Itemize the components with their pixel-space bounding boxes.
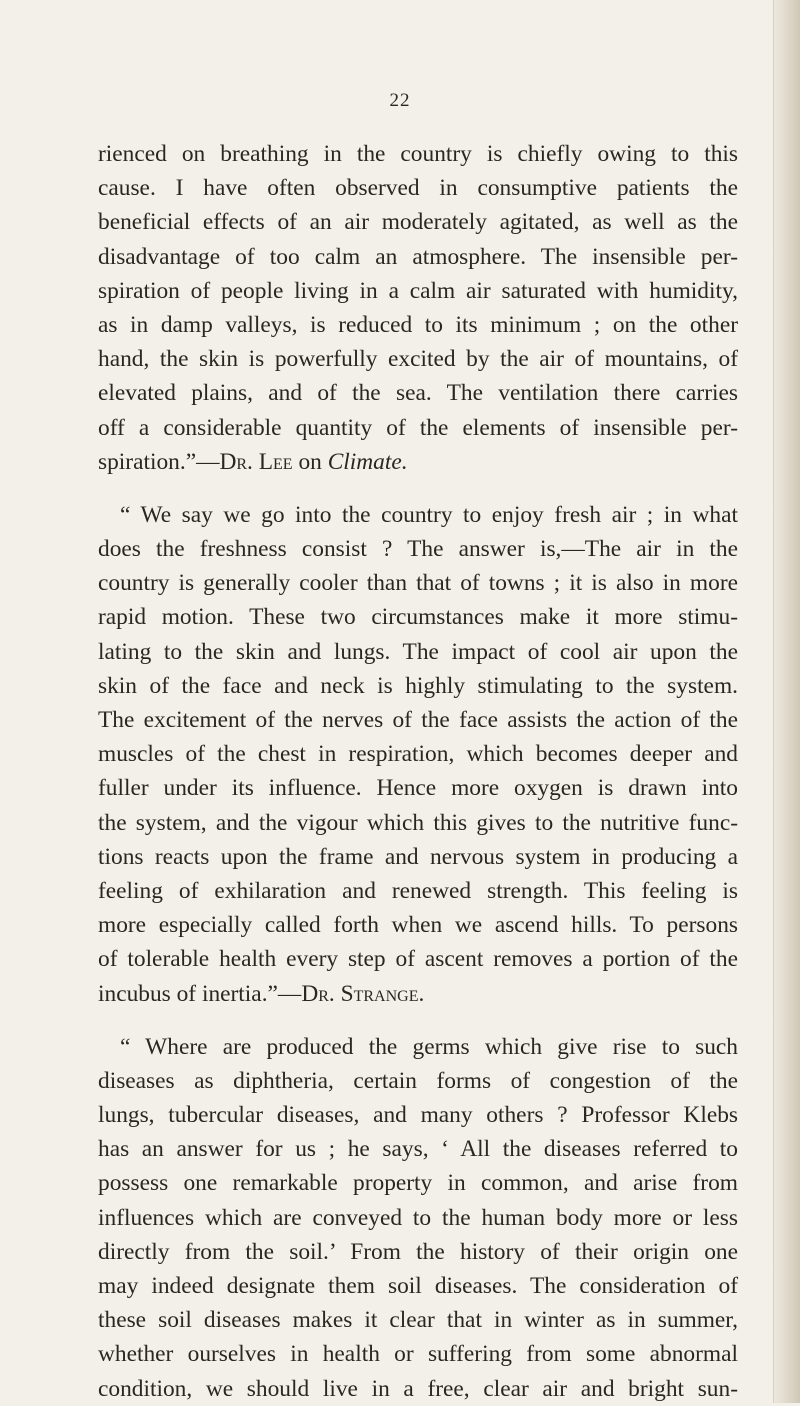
text-line: rapid motion. These two circumstances make it more stimu-	[98, 604, 738, 631]
text-line: disadvantage of too calm an atmosphere. The insensible per-	[98, 243, 738, 270]
paragraph-3-body	[98, 1064, 738, 1406]
page-number: 22	[389, 90, 411, 111]
paragraph-2-body	[98, 532, 738, 1011]
text-body	[98, 137, 738, 1406]
text-line: “ Where are produced the germs which give rise to such	[120, 1033, 738, 1060]
author-connector: on	[292, 448, 328, 475]
quote-ending: spiration.”—	[98, 448, 220, 475]
text-line: The excitement of the nerves of the face assists the action of the	[98, 707, 738, 733]
text-line: condition, we should live in a free, clear air and bright sun-	[98, 1375, 738, 1402]
text-line: “ We say we go into the country to enjoy fresh air ; in what	[120, 501, 738, 528]
page-edge	[773, 0, 800, 1403]
text-line: fuller under its influence. Hence more oxygen is drawn into	[98, 775, 738, 802]
text-line: lating to the skin and lungs. The impact of cool air upon the	[98, 638, 738, 665]
text-line: has an answer for us ; he says, ‘ All the diseases referred to	[98, 1136, 738, 1163]
text-line: influences which are conveyed to the human body more or less	[98, 1204, 738, 1231]
work-title: Climate.	[327, 448, 408, 475]
author-name: Dr. Lee	[219, 448, 293, 475]
text-line: spiration of people living in a calm air saturated with humidity,	[98, 277, 738, 304]
text-line: lungs, tubercular diseases, and many others ? Professor Klebs	[98, 1102, 738, 1129]
text-line: feeling of exhilaration and renewed strength. This feeling is	[98, 877, 738, 904]
text-line: off a considerable quantity of the elements of insensible per-	[98, 414, 738, 441]
paragraph-3	[98, 1030, 738, 1064]
text-line: country is generally cooler than that of towns ; it is also in more	[98, 570, 738, 597]
text-line-attribution	[98, 445, 738, 479]
text-line: of tolerable health every step of ascent removes a portion of the	[98, 946, 738, 973]
text-line: elevated plains, and of the sea. The ventilation there carries	[98, 380, 738, 407]
text-line: possess one remarkable property in common, and arise from	[98, 1170, 738, 1197]
text-line-attribution	[98, 977, 738, 1011]
text-line: more especially called forth when we ascend hills. To persons	[98, 912, 738, 939]
text-line: cause. I have often observed in consumptive patients the	[98, 175, 738, 202]
paragraph-2	[98, 498, 738, 532]
text-line: tions reacts upon the frame and nervous system in producing a	[98, 843, 738, 870]
text-line: these soil diseases makes it clear that in winter as in summer,	[98, 1307, 738, 1334]
text-line: diseases as diphtheria, certain forms of congestion of the	[98, 1067, 738, 1094]
author-name: Dr. Strange.	[301, 980, 425, 1007]
text-line: whether ourselves in health or suffering from some abnormal	[98, 1341, 738, 1368]
text-line: muscles of the chest in respiration, which becomes deeper and	[98, 741, 738, 768]
text-line: does the freshness consist ? The answer is,—The air in the	[98, 536, 738, 563]
quote-ending: incubus of inertia.”—	[98, 980, 302, 1007]
text-line: as in damp valleys, is reduced to its minimum ; on the other	[98, 311, 738, 338]
text-line: may indeed designate them soil diseases. The consideration of	[98, 1273, 738, 1299]
text-line: rienced on breathing in the country is chiefly owing to this	[98, 141, 738, 167]
text-line: directly from the soil.’ From the history of their origin one	[98, 1238, 738, 1265]
text-line: skin of the face and neck is highly stimulating to the system.	[98, 672, 738, 699]
text-line: hand, the skin is powerfully excited by the air of mountains, of	[98, 346, 738, 373]
text-line: beneficial effects of an air moderately agitated, as well as the	[98, 209, 738, 236]
paragraph-1	[98, 137, 738, 479]
text-line: the system, and the vigour which this gives to the nutritive func-	[98, 809, 738, 836]
